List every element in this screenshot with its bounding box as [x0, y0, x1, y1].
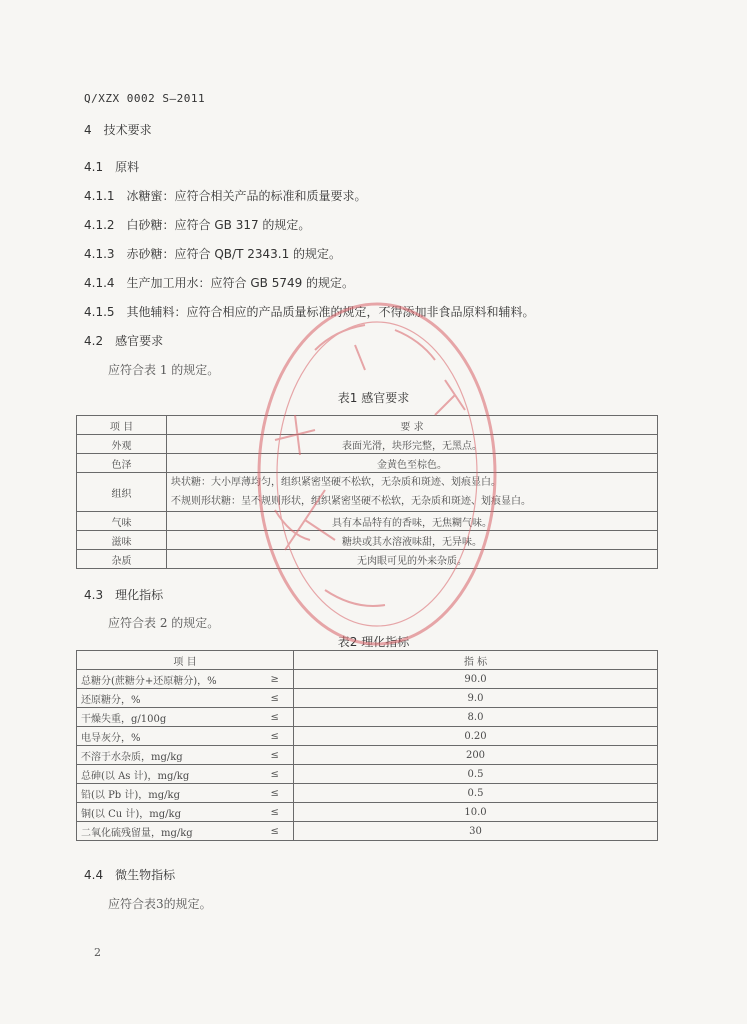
clause-4-1-5 — [84, 303, 535, 320]
row-value: 8.0 — [294, 708, 658, 727]
table-2-caption: 表2 理化指标 — [337, 635, 410, 649]
row-item: 干燥失重，g/100g — [77, 708, 257, 727]
clause-number: 4.1.2 — [84, 218, 115, 232]
section-4-2-note: 应符合表 1 的规定。 — [108, 363, 220, 377]
table-row — [77, 746, 658, 765]
row-operator: ≥ — [257, 670, 294, 689]
row-item: 铜(以 Cu 计)，mg/kg — [77, 803, 257, 822]
section-4-4-note: 应符合表3的规定。 — [108, 897, 212, 911]
table-row — [77, 784, 658, 803]
section-4-heading — [84, 121, 152, 138]
row-value: 30 — [294, 822, 658, 841]
row-item: 色泽 — [77, 454, 167, 473]
table-header-row — [77, 651, 658, 670]
row-value: 90.0 — [294, 670, 658, 689]
section-title: 原料 — [115, 160, 140, 174]
section-4-1-heading — [84, 158, 139, 175]
table-header-row — [77, 416, 658, 435]
row-requirement: 具有本品特有的香味，无焦糊气味。 — [167, 512, 658, 531]
row-item: 还原糖分，% — [77, 689, 257, 708]
row-value: 9.0 — [294, 689, 658, 708]
row-operator: ≤ — [257, 803, 294, 822]
row-requirement — [167, 473, 658, 512]
clause-4-1-4 — [84, 274, 354, 291]
row-value: 0.5 — [294, 784, 658, 803]
section-title: 技术要求 — [103, 123, 152, 137]
row-value: 10.0 — [294, 803, 658, 822]
row-requirement: 糖块或其水溶液味甜，无异味。 — [167, 531, 658, 550]
clause-4-1-2 — [84, 216, 310, 233]
row-operator: ≤ — [257, 689, 294, 708]
row-requirement: 无肉眼可见的外来杂质。 — [167, 550, 658, 569]
clause-number: 4.1.5 — [84, 305, 115, 319]
section-number: 4.2 — [84, 334, 104, 348]
row-requirement: 表面光滑，块形完整，无黑点。 — [167, 435, 658, 454]
section-4-2-heading — [84, 332, 163, 349]
row-item: 电导灰分，% — [77, 727, 257, 746]
clause-text: 其他辅料：应符合相应的产品质量标准的规定，不得添加非食品原料和辅料。 — [126, 305, 535, 319]
clause-number: 4.1.3 — [84, 247, 115, 261]
row-value: 0.5 — [294, 765, 658, 784]
row-operator: ≤ — [257, 765, 294, 784]
clause-text: 赤砂糖：应符合 QB/T 2343.1 的规定。 — [126, 247, 342, 261]
clause-text: 白砂糖：应符合 GB 317 的规定。 — [126, 218, 311, 232]
table-1-caption: 表1 感官要求 — [337, 391, 410, 405]
row-operator: ≤ — [257, 708, 294, 727]
row-item: 总砷(以 As 计)，mg/kg — [77, 765, 257, 784]
section-title: 微生物指标 — [115, 868, 176, 882]
row-item: 总糖分(蔗糖分+还原糖分)，% — [77, 670, 257, 689]
section-4-4-heading — [84, 866, 175, 883]
row-requirement: 金黄色至棕色。 — [167, 454, 658, 473]
table-row — [77, 512, 658, 531]
clause-text: 生产加工用水：应符合 GB 5749 的规定。 — [126, 276, 355, 290]
section-title: 感官要求 — [115, 334, 164, 348]
page-number: 2 — [94, 946, 101, 959]
requirement-line-1: 块状糖：大小厚薄均匀，组织紧密坚硬不松软，无杂质和斑迹、划痕显白。 — [171, 477, 501, 488]
row-operator: ≤ — [257, 822, 294, 841]
row-operator: ≤ — [257, 784, 294, 803]
clause-text: 冰糖蜜：应符合相关产品的标准和质量要求。 — [126, 189, 367, 203]
row-item: 杂质 — [77, 550, 167, 569]
table-row — [77, 531, 658, 550]
row-value: 0.20 — [294, 727, 658, 746]
sensory-requirements-table — [76, 415, 658, 569]
section-number: 4 — [84, 123, 92, 137]
section-title: 理化指标 — [115, 588, 164, 602]
clause-4-1-1 — [84, 187, 367, 204]
requirement-line-2: 不规则形状糖：呈不规则形状，组织紧密坚硬不松软，无杂质和斑迹、划痕显白。 — [171, 496, 531, 507]
column-header-requirement: 要 求 — [167, 416, 658, 435]
row-item: 气味 — [77, 512, 167, 531]
row-item: 二氧化硫残留量，mg/kg — [77, 822, 257, 841]
row-item: 铅(以 Pb 计)，mg/kg — [77, 784, 257, 803]
row-operator: ≤ — [257, 727, 294, 746]
row-value: 200 — [294, 746, 658, 765]
document-code: Q/XZX 0002 S—2011 — [84, 92, 206, 105]
table-row — [77, 473, 658, 512]
clause-number: 4.1.4 — [84, 276, 115, 290]
column-header-item: 项 目 — [77, 651, 294, 670]
section-4-3-heading — [84, 586, 163, 603]
table-row — [77, 454, 658, 473]
clause-number: 4.1.1 — [84, 189, 115, 203]
section-number: 4.4 — [84, 868, 104, 882]
table-row — [77, 727, 658, 746]
table-row — [77, 803, 658, 822]
column-header-indicator: 指 标 — [294, 651, 658, 670]
table-row — [77, 708, 658, 727]
row-item: 外观 — [77, 435, 167, 454]
row-item: 不溶于水杂质，mg/kg — [77, 746, 257, 765]
physicochemical-indicators-table — [76, 650, 658, 841]
table-row — [77, 822, 658, 841]
row-item: 滋味 — [77, 531, 167, 550]
clause-4-1-3 — [84, 245, 341, 262]
row-operator: ≤ — [257, 746, 294, 765]
section-4-3-note: 应符合表 2 的规定。 — [108, 616, 220, 630]
table-row — [77, 435, 658, 454]
section-number: 4.1 — [84, 160, 104, 174]
table-row — [77, 670, 658, 689]
table-row — [77, 550, 658, 569]
column-header-item: 项 目 — [77, 416, 167, 435]
table-row — [77, 765, 658, 784]
table-row — [77, 689, 658, 708]
section-number: 4.3 — [84, 588, 104, 602]
row-item: 组织 — [77, 473, 167, 512]
